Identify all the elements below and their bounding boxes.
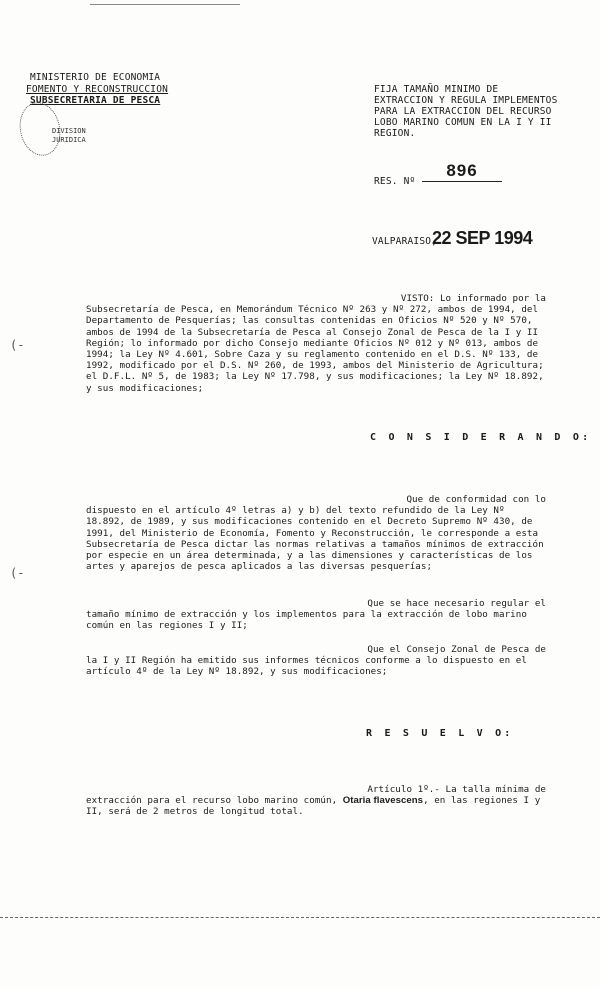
considerando-heading: C O N S I D E R A N D O: (370, 432, 592, 443)
visto-text: Subsecretaría de Pesca, en Memorándum Técnico Nº 263 y Nº 272, ambos de 1994, del Departamento de Pesquerías; las consultas contenidas en Oficios Nº 520 y Nº 570, ambos de 1994 de la Subsecretaría de Pesca al Consejo Zonal de Pesca de la I y II Región; lo informado por dicho Consejo mediante Oficios Nº 012 y Nº 013, ambos de 1994; la Ley Nº 4.601, Sobre Caza y su reglamento contenido en el D.S. Nº 133, de 1992, modificado por el D.S. Nº 260, de 1993, ambos del Ministerio de Agricultura; el D.F.L. Nº 5, de 1983; la Ley Nº 17.798, y sus modificaciones; la Ley Nº 18.892, y sus modificaciones; (86, 304, 544, 394)
considerando-item-3-text: la I y II Región ha emitido sus informes técnicos conforme a lo dispuesto en el artículo 4º de la Ley Nº 18.892, y sus modificaciones; (86, 655, 527, 678)
considerando-item-2-lead: Que se hace necesario regular el (367, 598, 546, 609)
considerando-item-2 (86, 598, 546, 632)
summary-line-4: LOBO MARINO COMUN EN LA I Y II (374, 117, 552, 128)
summary-line-1: FIJA TAMAÑO MINIMO DE (374, 84, 499, 95)
margin-mark-2: (- (10, 566, 25, 580)
considerando-item-1 (86, 494, 546, 572)
summary-line-2: EXTRACCION Y REGULA IMPLEMENTOS (374, 95, 558, 106)
ministry-line-3: SUBSECRETARIA DE PESCA (30, 95, 161, 106)
ministry-line-1: MINISTERIO DE ECONOMIA (30, 72, 161, 83)
visto-lead: VISTO: Lo informado por la (400, 293, 546, 304)
article-1-lead: Artículo 1º.- La talla mínima de (367, 784, 546, 795)
considerando-item-3-lead: Que el Consejo Zonal de Pesca de (367, 644, 546, 655)
considerando-item-2-text: tamaño mínimo de extracción y los implementos para la extracción de lobo marino común en las regiones I y II; (86, 609, 527, 632)
resuelvo-heading: R E S U E L V O: (366, 728, 514, 739)
considerando-item-1-lead: Que de conformidad con lo (406, 494, 546, 505)
considerando-item-1-text: dispuesto en el artículo 4º letras a) y b) del texto refundido de la Ley Nº 18.892, de 1989, y sus modificaciones contenido en el Decreto Supremo Nº 430, de 1991, del Ministerio de Economía, Fomento y Reconstrucción, le corresponde a esta Subsecretaría de Pesca dictar las normas relativas a tamaños mínimos de extracción por especie en un área determinada, y a las dimensiones y características de los artes y aparejos de pesca aplicados a las diversas pesquerías; (86, 505, 544, 573)
page-bottom-rule (0, 917, 600, 918)
date-stamp: 22 SEP 1994 (432, 228, 533, 248)
stamp-line-1: DIVISION (52, 127, 86, 135)
summary-line-3: PARA LA EXTRACCION DEL RECURSO (374, 106, 552, 117)
article-1-text: extracción para el recurso lobo marino común, Otaria flavescens, en las regiones I y II, será de 2 metros de longitud total. (86, 795, 541, 818)
article-1 (86, 784, 546, 818)
resolution-number: 896 (422, 161, 502, 182)
considerando-item-3 (86, 644, 546, 678)
date-place: VALPARAISO, (372, 236, 438, 247)
top-rule (90, 4, 240, 5)
margin-mark-1: (- (10, 338, 25, 352)
species-name: Otaria flavescens (342, 795, 424, 807)
summary-line-5: REGION. (374, 128, 416, 139)
resolution-label: RES. Nº (374, 176, 416, 187)
ministry-line-2: FOMENTO Y RECONSTRUCCION (26, 84, 169, 95)
visto-paragraph (86, 293, 546, 394)
stamp-line-2: JURIDICA (52, 136, 86, 144)
